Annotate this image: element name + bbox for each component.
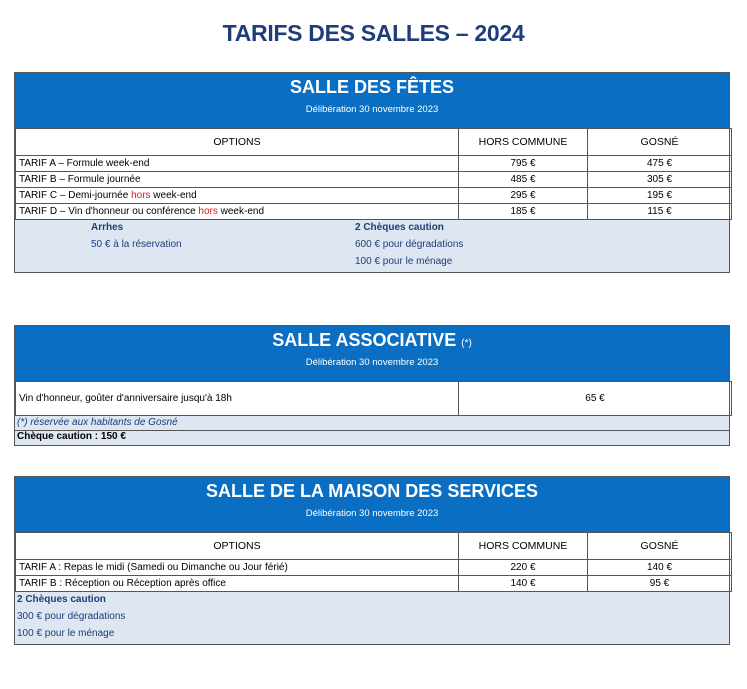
caution-label: 2 Chèques caution (17, 594, 106, 605)
col-options: OPTIONS (16, 129, 459, 156)
salle-des-fetes-table (15, 128, 732, 220)
arrhes-value: 50 € à la réservation (91, 239, 182, 250)
caution-label: 2 Chèques caution (355, 222, 444, 233)
section-title: SALLE DE LA MAISON DES SERVICES (205, 481, 539, 501)
arrhes-label: Arrhes (91, 222, 124, 233)
table-row (16, 576, 732, 592)
title-note: (*) (461, 338, 472, 349)
table-header-row (16, 129, 732, 156)
section-title: SALLE ASSOCIATIVE (272, 330, 457, 350)
section-subtitle: Délibération 30 novembre 2023 (305, 508, 439, 519)
salle-associative-section (14, 325, 730, 446)
table-row (16, 188, 732, 204)
row-hors-commune: 295 € (459, 188, 588, 204)
row-gosne: 140 € (588, 560, 732, 576)
caution-degradations: 600 € pour dégradations (355, 239, 464, 250)
col-hors-commune: HORS COMMUNE (459, 533, 588, 560)
section-title: SALLE DES FÊTES (289, 77, 455, 97)
row-hors-commune: 795 € (459, 156, 588, 172)
salle-des-fetes-section (14, 72, 730, 273)
residents-note: (*) réservée aux habitants de Gosné (17, 417, 178, 428)
table-row (16, 156, 732, 172)
col-hors-commune: HORS COMMUNE (459, 129, 588, 156)
deposit-info (15, 220, 729, 272)
maison-des-services-header (15, 477, 729, 532)
row-gosne: 305 € (588, 172, 732, 188)
page-title: TARIFS DES SALLES – 2024 (222, 20, 525, 46)
salle-associative-table (15, 381, 732, 416)
associative-notes (15, 416, 729, 445)
table-row (16, 560, 732, 576)
col-gosne: GOSNÉ (588, 129, 732, 156)
row-label: TARIF B – Formule journée (16, 172, 459, 188)
salle-des-fetes-header (15, 73, 729, 128)
maison-des-services-section (14, 476, 730, 645)
table-row (16, 172, 732, 188)
row-label: TARIF B : Réception ou Réception après office (16, 576, 459, 592)
caution-menage: 100 € pour le ménage (17, 628, 115, 639)
row-label: TARIF A – Formule week-end (16, 156, 459, 172)
table-row (16, 204, 732, 220)
row-gosne: 475 € (588, 156, 732, 172)
col-options: OPTIONS (16, 533, 459, 560)
row-price: 65 € (459, 382, 732, 416)
table-row (16, 382, 732, 416)
salle-associative-header (15, 326, 729, 381)
services-deposit-info (15, 592, 729, 644)
row-label: Vin d'honneur, goûter d'anniversaire jusqu'à 18h (16, 382, 459, 416)
row-gosne: 115 € (588, 204, 732, 220)
caution-menage: 100 € pour le ménage (355, 256, 453, 267)
caution-amount: Chèque caution : 150 € (17, 431, 126, 442)
row-hors-commune: 140 € (459, 576, 588, 592)
row-hors-commune: 185 € (459, 204, 588, 220)
caution-degradations: 300 € pour dégradations (17, 611, 126, 622)
row-label: TARIF D – Vin d'honneur ou conférence hors week-end (16, 204, 459, 220)
section-subtitle: Délibération 30 novembre 2023 (305, 357, 439, 368)
section-subtitle: Délibération 30 novembre 2023 (305, 104, 439, 115)
table-header-row (16, 533, 732, 560)
col-gosne: GOSNÉ (588, 533, 732, 560)
row-hors-commune: 485 € (459, 172, 588, 188)
row-hors-commune: 220 € (459, 560, 588, 576)
row-gosne: 195 € (588, 188, 732, 204)
row-label: TARIF C – Demi-journée hors week-end (16, 188, 459, 204)
row-label: TARIF A : Repas le midi (Samedi ou Dimanche ou Jour férié) (16, 560, 459, 576)
maison-des-services-table (15, 532, 732, 592)
row-gosne: 95 € (588, 576, 732, 592)
